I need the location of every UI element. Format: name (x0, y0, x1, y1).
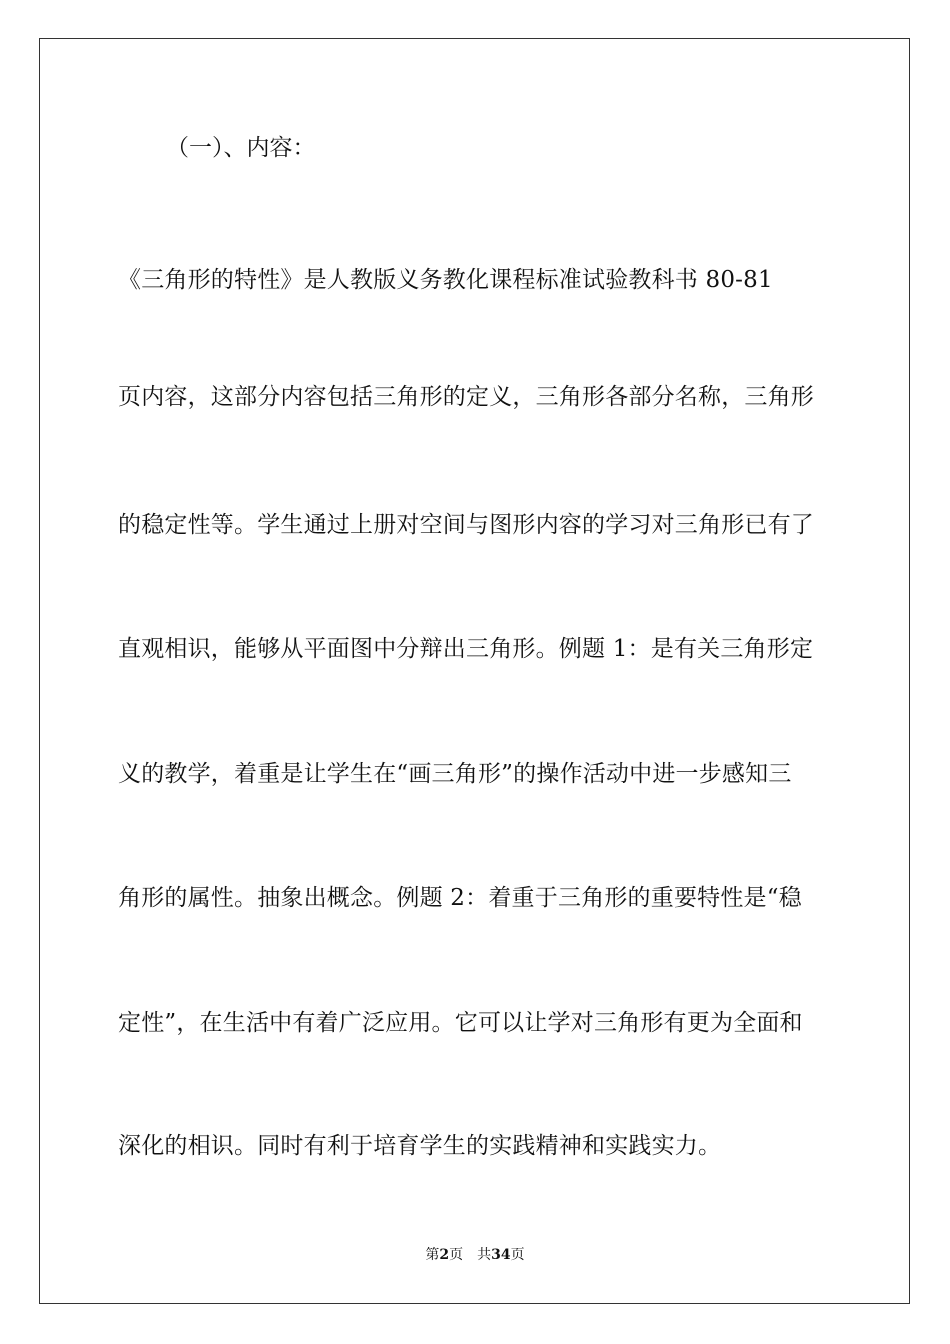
page-current: 2 (439, 1247, 450, 1263)
section-heading: （一）、内容： (166, 135, 316, 161)
total-suffix: 页 (510, 1247, 525, 1263)
paragraph-line: 深化的相识。同时有利于培育学生的实践精神和实践实力。 (118, 1133, 722, 1159)
paragraph-line: 直观相识，能够从平面图中分辩出三角形。例题 1：是有关三角形定 (118, 636, 814, 662)
page-suffix: 页 (449, 1247, 464, 1263)
page-footer (0, 1245, 950, 1265)
paragraph-line: 义的教学，着重是让学生在“画三角形”的操作活动中进一步感知三 (118, 761, 792, 787)
paragraph-line: 定性”，在生活中有着广泛应用。它可以让学对三角形有更为全面和 (118, 1010, 803, 1036)
page-prefix: 第 (425, 1247, 440, 1263)
page-total: 34 (491, 1247, 511, 1263)
paragraph-line: 的稳定性等。学生通过上册对空间与图形内容的学习对三角形已有了 (118, 512, 814, 538)
page-border (39, 38, 910, 1304)
paragraph-line: 《三角形的特性》是人教版义务教化课程标准试验教科书 80-81 (118, 267, 773, 293)
paragraph-line: 页内容，这部分内容包括三角形的定义，三角形各部分名称，三角形 (118, 384, 814, 410)
paragraph-line: 角形的属性。抽象出概念。例题 2：着重于三角形的重要特性是“稳 (118, 885, 802, 911)
total-prefix: 共 (477, 1247, 492, 1263)
